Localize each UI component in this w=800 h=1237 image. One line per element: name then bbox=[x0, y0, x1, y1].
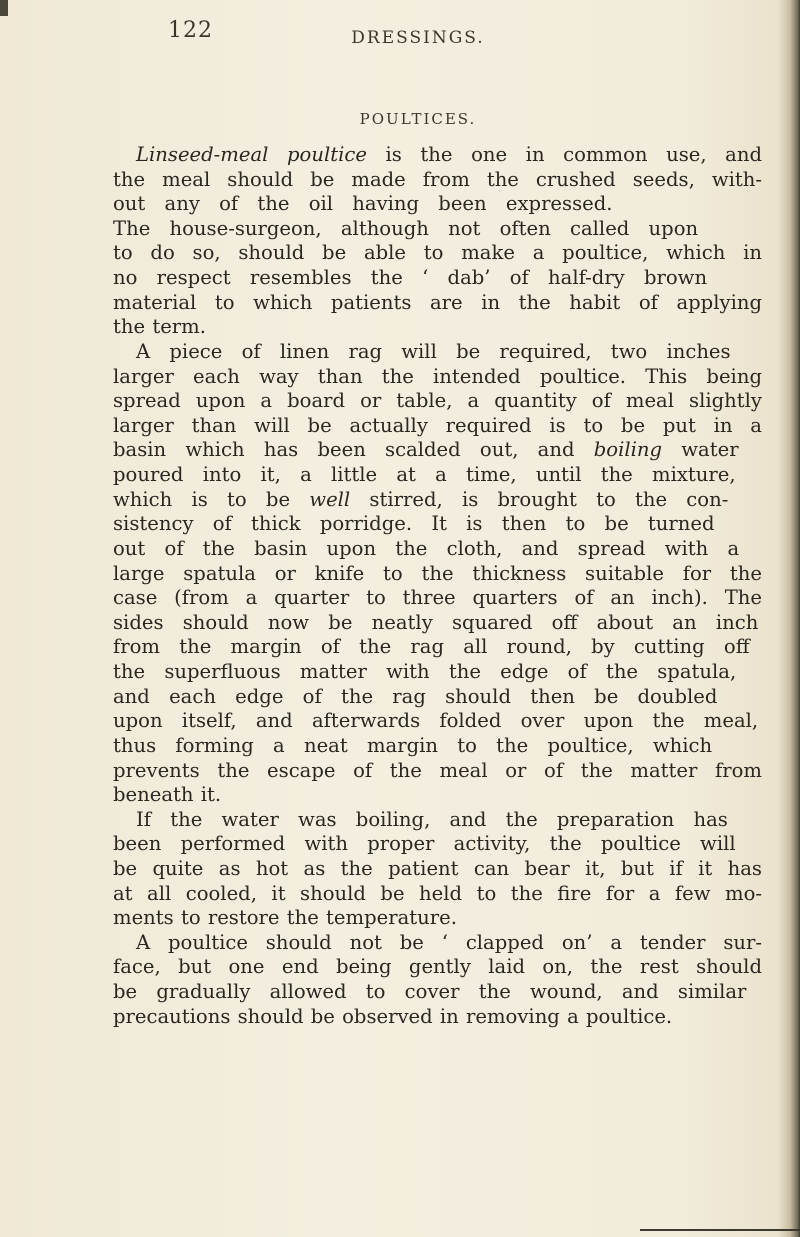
text-segment: be gradually allowed to cover the wound, and similar bbox=[113, 980, 747, 1004]
text-line bbox=[113, 365, 762, 389]
italic-text: Linseed-meal poultice bbox=[136, 143, 367, 166]
text-segment: ments to restore the temperature. bbox=[113, 906, 457, 930]
text-line bbox=[113, 783, 221, 807]
text-segment: If the water was boiling, and the preparation has bbox=[136, 807, 728, 831]
page-number: 122 bbox=[168, 18, 213, 43]
text-line bbox=[113, 537, 739, 561]
page-edge-shadow bbox=[778, 0, 800, 1237]
text-line bbox=[113, 389, 762, 413]
text-line bbox=[113, 192, 613, 216]
text-line bbox=[113, 512, 715, 536]
text-segment: and each edge of the rag should then be doubled bbox=[113, 684, 718, 708]
scan-corner-artifact bbox=[0, 0, 8, 16]
text-segment: no respect resembles the ‘ dab’ of half-dry brown bbox=[113, 266, 708, 290]
text-line bbox=[136, 340, 731, 364]
text-segment: stirred, is brought to the con- bbox=[350, 487, 729, 511]
text-segment: face, but one end being gently laid on, the rest should bbox=[113, 955, 762, 979]
text-segment: is the one in common use, and bbox=[366, 143, 762, 166]
section-title: POULTICES. bbox=[359, 110, 477, 128]
text-segment: the superfluous matter with the edge of the spatula, bbox=[113, 660, 737, 684]
text-line bbox=[113, 882, 762, 906]
text-line bbox=[113, 463, 736, 487]
text-line bbox=[113, 1005, 672, 1029]
text-line bbox=[113, 857, 762, 881]
text-segment: A piece of linen rag will be required, two inches bbox=[136, 339, 731, 363]
text-segment: case (from a quarter to three quarters of an inch). The bbox=[113, 586, 762, 610]
text-line bbox=[113, 832, 736, 856]
text-line bbox=[136, 808, 728, 832]
italic-text: well bbox=[309, 487, 351, 511]
text-line bbox=[113, 168, 762, 192]
text-line bbox=[113, 291, 762, 315]
text-segment: the meal should be made from the crushed seeds, with- bbox=[113, 167, 762, 191]
text-segment: precautions should be observed in removing a poultice. bbox=[113, 1004, 673, 1028]
text-segment: larger than will be actually required is to be put in a bbox=[113, 413, 762, 437]
text-line bbox=[113, 562, 762, 586]
text-segment: to do so, should be able to make a poultice, which in bbox=[113, 241, 762, 265]
text-line bbox=[113, 685, 717, 709]
text-line bbox=[113, 241, 762, 265]
text-segment: spread upon a board or table, a quantity of meal slightly bbox=[113, 389, 762, 413]
text-segment: which is to be bbox=[113, 487, 310, 511]
text-segment: thus forming a neat margin to the poultice, which bbox=[113, 733, 713, 757]
text-segment: prevents the escape of the meal or of the matter from bbox=[113, 758, 762, 782]
text-line bbox=[113, 414, 762, 438]
text-line bbox=[113, 955, 762, 979]
text-segment: material to which patients are in the habit of applying bbox=[113, 290, 762, 314]
text-segment: sides should now be neatly squared off about an inch bbox=[113, 610, 759, 634]
text-segment: sistency of thick porridge. It is then to be turned bbox=[113, 512, 715, 536]
text-segment: be quite as hot as the patient can bear it, but if it has bbox=[113, 856, 762, 880]
text-segment: the term. bbox=[113, 315, 206, 339]
text-line bbox=[136, 931, 762, 955]
text-line bbox=[113, 734, 712, 758]
text-segment: The house-surgeon, although not often called upon bbox=[113, 216, 699, 240]
italic-text: boiling bbox=[593, 438, 663, 462]
text-line bbox=[113, 906, 457, 930]
text-segment: poured into it, a little at a time, until the mixture, bbox=[113, 463, 736, 487]
text-line bbox=[113, 660, 736, 684]
text-line bbox=[113, 266, 707, 290]
text-line bbox=[113, 488, 728, 512]
running-head: DRESSINGS. bbox=[351, 28, 485, 48]
text-line bbox=[113, 586, 762, 610]
text-line bbox=[113, 611, 758, 635]
text-segment: out any of the oil having been expressed. bbox=[113, 192, 613, 216]
text-line bbox=[136, 143, 762, 167]
text-segment: been performed with proper activity, the poultice will bbox=[113, 832, 736, 856]
text-line bbox=[113, 438, 739, 462]
text-line bbox=[113, 709, 758, 733]
text-segment: A poultice should not be ‘ clapped on’ a tender sur- bbox=[136, 930, 762, 954]
text-segment: beneath it. bbox=[113, 783, 222, 807]
text-line bbox=[113, 217, 698, 241]
text-line bbox=[113, 315, 206, 339]
text-segment: from the margin of the rag all round, by cutting off bbox=[113, 635, 750, 659]
text-line bbox=[113, 759, 762, 783]
text-segment: larger each way than the intended poultice. This being bbox=[113, 364, 762, 388]
text-line bbox=[113, 635, 750, 659]
text-segment: out of the basin upon the cloth, and spread with a bbox=[113, 536, 740, 560]
text-segment: at all cooled, it should be held to the fire for a few mo- bbox=[113, 881, 762, 905]
text-segment: water bbox=[662, 438, 739, 462]
text-line bbox=[113, 980, 746, 1004]
text-segment: large spatula or knife to the thickness suitable for the bbox=[113, 561, 762, 585]
scan-bottom-edge bbox=[640, 1229, 800, 1231]
text-segment: basin which has been scalded out, and bbox=[113, 438, 594, 462]
text-segment: upon itself, and afterwards folded over upon the meal, bbox=[113, 709, 759, 733]
